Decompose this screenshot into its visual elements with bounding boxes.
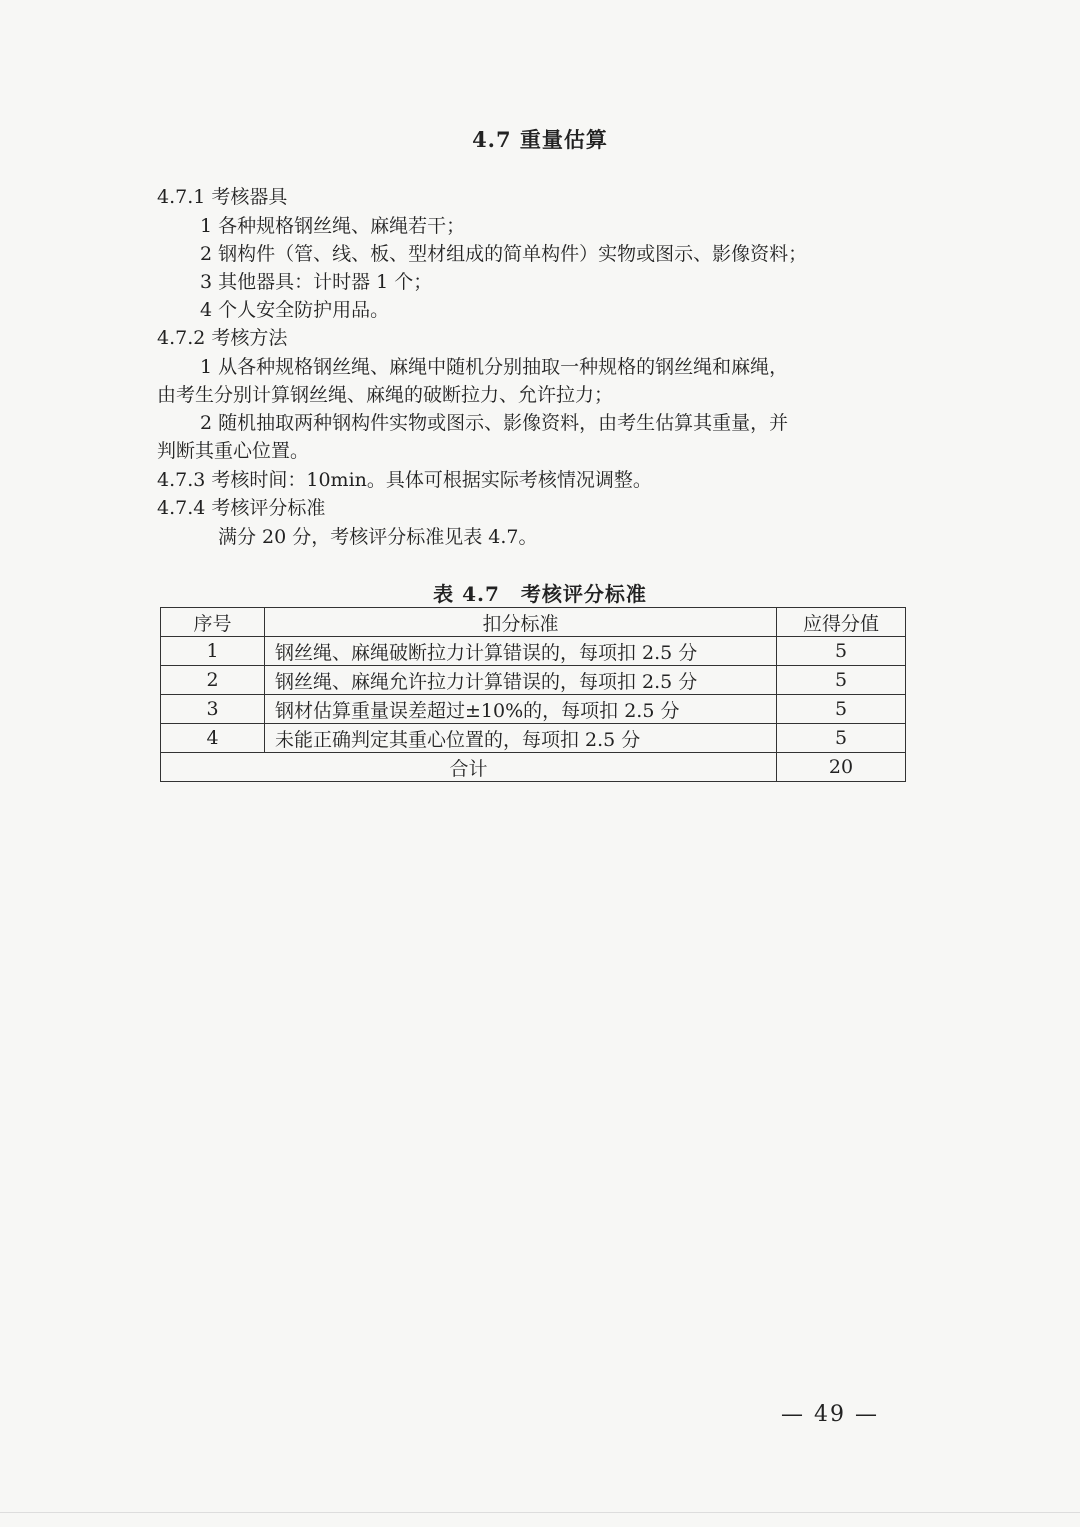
footer-divider	[0, 1512, 1080, 1513]
row-points: 5	[777, 666, 906, 695]
row-number: 3	[161, 695, 265, 724]
row-points: 5	[777, 724, 906, 753]
heading-4-7-1: 4.7.1 考核器具	[157, 186, 288, 208]
table-row	[161, 666, 906, 695]
row-criterion: 钢丝绳、麻绳破断拉力计算错误的，每项扣 2.5 分	[265, 637, 777, 666]
total-points: 20	[777, 753, 906, 782]
page-number: — 49 —	[781, 1402, 879, 1427]
paragraph-line: 2 随机抽取两种钢构件实物或图示、影像资料，由考生估算其重量，并	[200, 412, 789, 434]
heading-4-7-2: 4.7.2 考核方法	[157, 327, 288, 349]
table-row	[161, 724, 906, 753]
row-criterion: 钢丝绳、麻绳允许拉力计算错误的，每项扣 2.5 分	[265, 666, 777, 695]
row-number: 2	[161, 666, 265, 695]
table-total-row	[161, 753, 906, 782]
paragraph-line: 满分 20 分，考核评分标准见表 4.7。	[218, 526, 538, 548]
row-points: 5	[777, 695, 906, 724]
table-caption: 表 4.7 考核评分标准	[433, 582, 647, 606]
list-item: 4 个人安全防护用品。	[200, 299, 390, 321]
scoring-table	[160, 607, 906, 782]
row-number: 4	[161, 724, 265, 753]
paragraph-line: 由考生分别计算钢丝绳、麻绳的破断拉力、允许拉力；	[157, 384, 614, 406]
heading-4-7-4: 4.7.4 考核评分标准	[157, 497, 326, 519]
row-criterion: 未能正确判定其重心位置的，每项扣 2.5 分	[265, 724, 777, 753]
table-row	[161, 695, 906, 724]
row-number: 1	[161, 637, 265, 666]
paragraph-line: 判断其重心位置。	[157, 440, 310, 462]
heading-4-7-3: 4.7.3 考核时间：10min。具体可根据实际考核情况调整。	[157, 469, 652, 491]
row-points: 5	[777, 637, 906, 666]
table-header-row	[161, 608, 906, 637]
paragraph-line: 1 从各种规格钢丝绳、麻绳中随机分别抽取一种规格的钢丝绳和麻绳，	[200, 356, 789, 378]
column-header: 序号	[161, 608, 265, 637]
column-header: 扣分标准	[265, 608, 777, 637]
section-title: 4.7 重量估算	[472, 127, 608, 152]
list-item: 1 各种规格钢丝绳、麻绳若干；	[200, 215, 466, 237]
list-item: 2 钢构件（管、线、板、型材组成的简单构件）实物或图示、影像资料；	[200, 243, 808, 265]
total-label: 合计	[161, 753, 777, 782]
row-criterion: 钢材估算重量误差超过±10%的，每项扣 2.5 分	[265, 695, 777, 724]
table-row	[161, 637, 906, 666]
column-header: 应得分值	[777, 608, 906, 637]
list-item: 3 其他器具：计时器 1 个；	[200, 271, 433, 293]
